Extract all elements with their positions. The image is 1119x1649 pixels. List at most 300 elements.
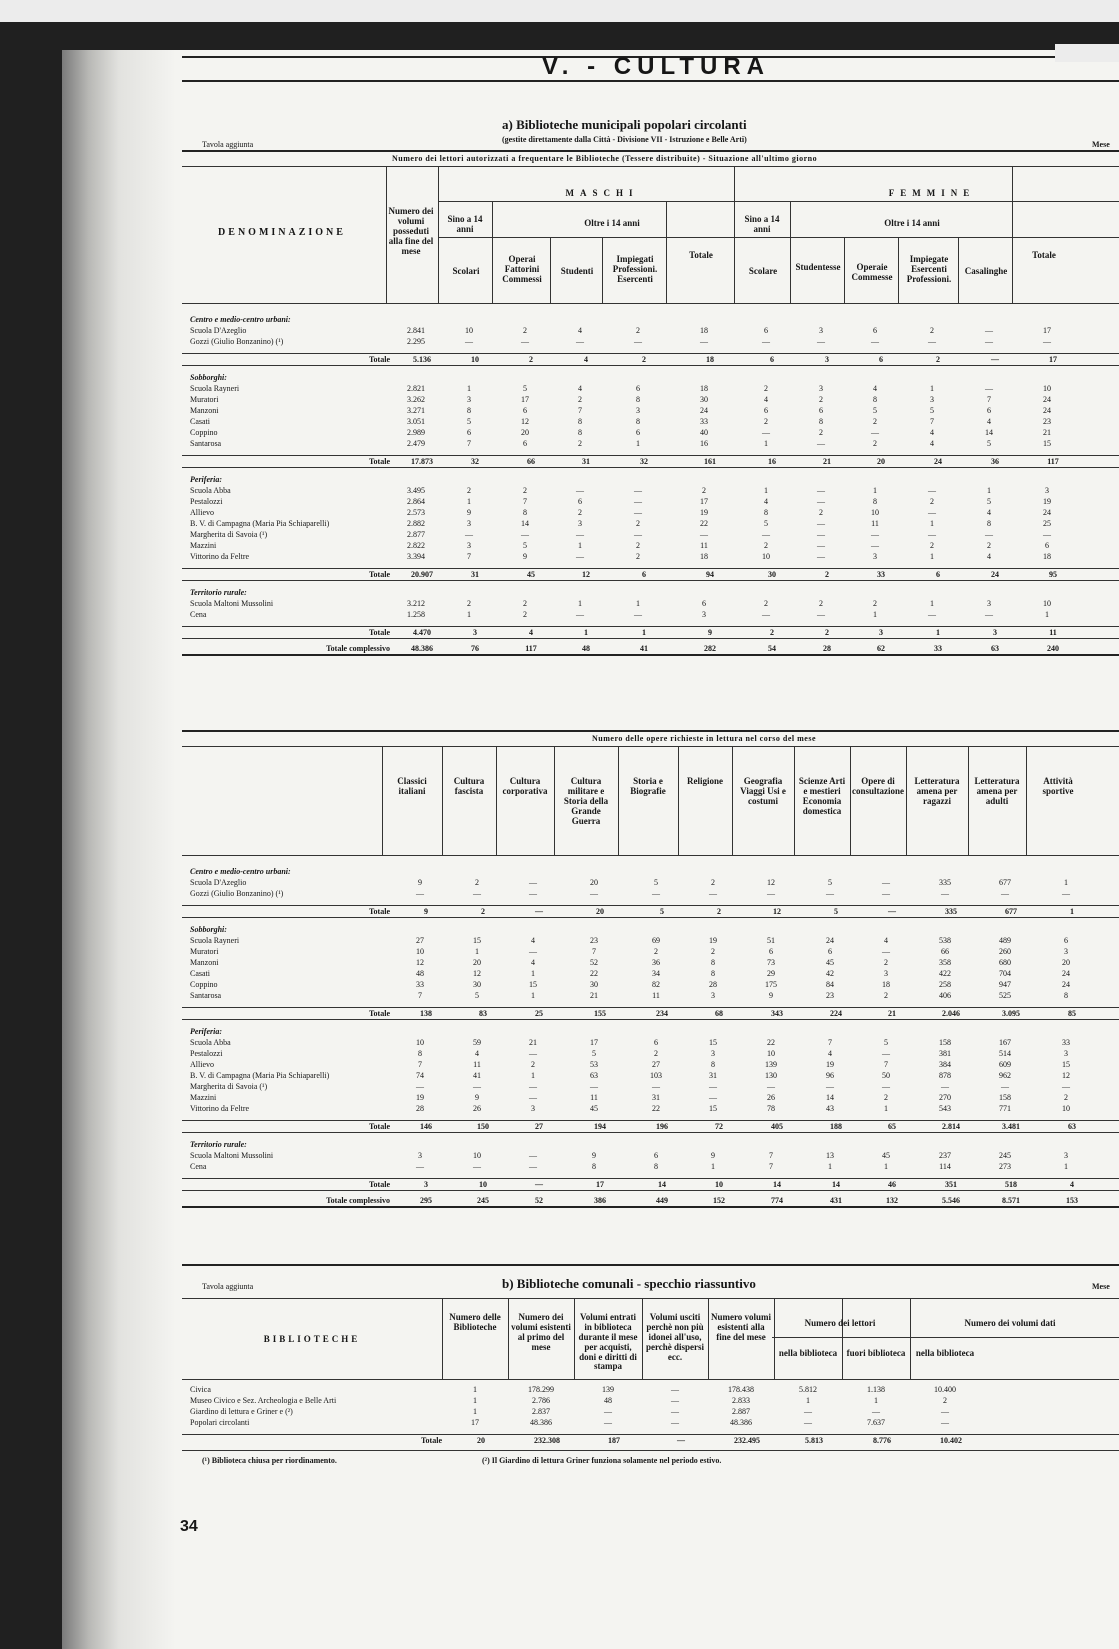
table-row-label: Scuola D'Azeglio (190, 878, 247, 887)
table-row-cell: 1 (930, 552, 934, 561)
table-row-cell: 5 (828, 878, 832, 887)
table-row-cell: — (985, 530, 993, 539)
table-row-label: Cena (190, 610, 207, 619)
table-row-cell: 3.051 (407, 417, 425, 426)
table-row-cell: 158 (939, 1038, 951, 1047)
table-row-cell: — (1062, 1082, 1070, 1091)
table-row-cell: 2.822 (407, 541, 425, 550)
table-row-label: Giardino di lettura e Griner e (²) (190, 1407, 293, 1416)
table-row-cell: 2 (819, 428, 823, 437)
table-row-label: Allievo (190, 508, 214, 517)
table-row-label: Coppino (190, 428, 218, 437)
table-b-body (182, 1384, 1119, 1446)
table-row-cell: 2 (531, 1060, 535, 1069)
footnote-2: (²) Il Giardino di lettura Griner funziona solamente nel periodo estivo. (482, 1456, 722, 1465)
table-row-cell: — (1062, 889, 1070, 898)
total-row-label: Totale (368, 628, 390, 637)
table-row-cell: — (473, 889, 481, 898)
table-row-cell: 543 (939, 1104, 951, 1113)
table-row-label: Allievo (190, 1060, 214, 1069)
table-row-cell: — (576, 552, 584, 561)
table-row-cell: 514 (999, 1049, 1011, 1058)
table-row-cell: 7 (592, 947, 596, 956)
table-row-cell: 10 (465, 326, 473, 335)
table-row-cell: 33 (416, 980, 424, 989)
table-row-cell: 11 (652, 991, 660, 1000)
table-row-cell: 2 (711, 947, 715, 956)
table-row-cell: — (529, 1082, 537, 1091)
table-row-cell: 59 (473, 1038, 481, 1047)
table-row-cell: — (871, 541, 879, 550)
table-row-cell: 3.271 (407, 406, 425, 415)
total-row-cell: 2.046 (942, 1009, 960, 1018)
grand-total-row (182, 1195, 1119, 1208)
table-row-cell: 139 (602, 1385, 614, 1394)
table-row-cell: 9 (592, 1151, 596, 1160)
table-row-cell: — (985, 337, 993, 346)
total-row (182, 905, 1119, 918)
grand-total-row-cell: 62 (877, 644, 885, 653)
table-row-cell: 21 (1043, 428, 1051, 437)
total-row-cell: 21 (888, 1009, 896, 1018)
table-row-cell: 40 (700, 428, 708, 437)
table-row-cell: — (882, 1049, 890, 1058)
table-row-cell: 358 (939, 958, 951, 967)
table-row-cell: 31 (709, 1071, 717, 1080)
summary-col-header: nella biblioteca (778, 1348, 838, 1358)
table-row-cell: 2 (467, 486, 471, 495)
table-row-cell: 1 (467, 610, 471, 619)
table-row-cell: — (985, 610, 993, 619)
table-row-cell: 677 (999, 878, 1011, 887)
table-row-cell: 5 (873, 406, 877, 415)
table-row-cell: 6 (987, 406, 991, 415)
table-row (182, 598, 1119, 609)
table-row-cell: 15 (1062, 1060, 1070, 1069)
table-row-cell: 2.864 (407, 497, 425, 506)
works-caption: Numero delle opere richieste in lettura nel corso del mese (592, 734, 816, 743)
column-rule (642, 1299, 643, 1379)
table-row-cell: 3.212 (407, 599, 425, 608)
table-row-cell: 3 (636, 406, 640, 415)
works-col-header: Letteratura amena per ragazzi (914, 776, 960, 806)
table-row-cell: 175 (765, 980, 777, 989)
table-row-label: B. V. di Campagna (Maria Pia Schiaparelli) (190, 519, 330, 528)
table-row-cell: 12 (767, 878, 775, 887)
table-row-cell: 19 (826, 1060, 834, 1069)
table-row-cell: — (804, 1407, 812, 1416)
grand-total-row-cell: 152 (713, 1196, 725, 1205)
table-row-cell: 2 (1064, 1093, 1068, 1102)
table-row-cell: 3 (711, 1049, 715, 1058)
table-row-cell: 1 (467, 384, 471, 393)
table-row-cell: 1 (764, 486, 768, 495)
table-row-cell: 8 (578, 428, 582, 437)
male-sub-1: Operai Fattorini Commessi (502, 254, 542, 284)
works-col-header: Classici italiani (397, 776, 427, 796)
table-row-cell: 5 (523, 384, 527, 393)
table-row (182, 609, 1119, 620)
table-row-cell: 7.637 (867, 1418, 885, 1427)
group-heading: Territorio rurale: (190, 588, 247, 597)
total-row-cell: 10 (715, 1180, 723, 1189)
table-row-cell: 12 (416, 958, 424, 967)
table-row-cell: 5 (987, 497, 991, 506)
table-row-cell: — (529, 1049, 537, 1058)
table-row-cell: 7 (828, 1038, 832, 1047)
table-row-cell: 3 (819, 384, 823, 393)
table-row-cell: 947 (999, 980, 1011, 989)
table-row-cell: 4 (987, 508, 991, 517)
table-row-cell: 9 (523, 552, 527, 561)
total-row-cell: 1 (642, 628, 646, 637)
total-row (182, 1434, 1119, 1446)
table-row-cell: 2 (578, 508, 582, 517)
table-row-cell: 1 (764, 439, 768, 448)
table-row-cell: 13 (826, 1151, 834, 1160)
table-row-cell: 1 (873, 486, 877, 495)
table-row-cell: 489 (999, 936, 1011, 945)
table-row-cell: 878 (939, 1071, 951, 1080)
total-row (182, 1178, 1119, 1191)
table-row-label: Manzoni (190, 958, 219, 967)
table-row-cell: 5 (764, 519, 768, 528)
total-row-cell: 27 (535, 1122, 543, 1131)
scan-frame (0, 22, 1119, 1649)
table-row-cell: 6 (828, 947, 832, 956)
table-row-cell: 9 (475, 1093, 479, 1102)
table-row-cell: 22 (590, 969, 598, 978)
table-row-cell: 20 (473, 958, 481, 967)
table-row-label: Pestalozzi (190, 1049, 223, 1058)
total-row-cell: 17.873 (411, 457, 433, 466)
table-row-cell: — (576, 530, 584, 539)
total-row-cell: 24 (991, 570, 999, 579)
grand-total-row-cell: 240 (1047, 644, 1059, 653)
table-row-cell: 28 (709, 980, 717, 989)
table-row-cell: 2 (523, 326, 527, 335)
table-row-label: B. V. di Campagna (Maria Pia Schiaparelli) (190, 1071, 330, 1080)
total-row-cell: 72 (715, 1122, 723, 1131)
table-row-cell: — (804, 1418, 812, 1427)
table-row-cell: 7 (987, 395, 991, 404)
table-row-cell: — (882, 1082, 890, 1091)
total-row-cell: 224 (830, 1009, 842, 1018)
table-row (182, 877, 1119, 888)
table-row-cell: 2 (873, 599, 877, 608)
table-row-label: Muratori (190, 947, 219, 956)
table-row (182, 1081, 1119, 1092)
total-row-cell: 3.095 (1002, 1009, 1020, 1018)
chapter-title: V. - CULTURA (542, 53, 770, 80)
table-row-cell: 2 (764, 541, 768, 550)
grand-total-row-cell: 282 (704, 644, 716, 653)
table-row-cell: 6 (654, 1038, 658, 1047)
total-row-cell: 46 (888, 1180, 896, 1189)
total-row-label: Totale (368, 907, 390, 916)
female-sub-5: Totale (1032, 250, 1056, 260)
grand-total-row-label: Totale complessivo (326, 644, 390, 653)
total-row-cell: 2 (825, 570, 829, 579)
total-row-cell: 25 (535, 1009, 543, 1018)
table-row-cell: 14 (521, 519, 529, 528)
table-row-cell: — (871, 337, 879, 346)
table-row-cell: — (762, 530, 770, 539)
table-row-cell: 1 (828, 1162, 832, 1171)
table-row-cell: — (709, 889, 717, 898)
table-row-cell: 5.812 (799, 1385, 817, 1394)
table-row-cell: 10 (473, 1151, 481, 1160)
table-row-cell: 4 (531, 958, 535, 967)
summary-col-header: nella biblioteca (915, 1348, 975, 1358)
table-row-cell: 5 (654, 878, 658, 887)
total-row-cell: 155 (594, 1009, 606, 1018)
table-row-cell: — (529, 889, 537, 898)
table-row-cell: — (928, 530, 936, 539)
column-rule (968, 747, 969, 855)
table-row (182, 1406, 1119, 1417)
table-row (182, 427, 1119, 438)
grand-total-row-cell: 153 (1066, 1196, 1078, 1205)
table-row-cell: 2 (578, 439, 582, 448)
table-row-cell: 335 (939, 878, 951, 887)
table-row-cell: 2 (654, 947, 658, 956)
table-row-cell: 48.386 (530, 1418, 552, 1427)
table-row-cell: 1 (1045, 610, 1049, 619)
grand-total-row-cell: 295 (420, 1196, 432, 1205)
table-row-cell: 1 (873, 610, 877, 619)
total-row-cell: 20 (477, 1436, 485, 1445)
table-row-cell: — (872, 1407, 880, 1416)
table-row-cell: 2 (764, 384, 768, 393)
column-rule (574, 1299, 575, 1379)
male-col-0: Sino a 14 anni (447, 214, 483, 234)
table-row-cell: 1 (930, 519, 934, 528)
table-row-label: Santarosa (190, 439, 222, 448)
table-row-cell: 33 (1062, 1038, 1070, 1047)
table-row-cell: 20 (590, 878, 598, 887)
volumi-dati-header: Numero dei volumi dati (964, 1318, 1056, 1328)
table-row-cell: 7 (467, 552, 471, 561)
table-row-cell: 7 (769, 1162, 773, 1171)
grand-total-row-cell: 54 (768, 644, 776, 653)
table-row-cell: 3 (1064, 1049, 1068, 1058)
table-row-cell: 704 (999, 969, 1011, 978)
table-row-cell: 1 (636, 599, 640, 608)
table-row-cell: — (882, 878, 890, 887)
table-row-cell: 8 (711, 969, 715, 978)
total-row-label: Totale (368, 1122, 390, 1131)
total-row-cell: 95 (1049, 570, 1057, 579)
table-row-cell: 2.989 (407, 428, 425, 437)
table-row-cell: 2 (711, 878, 715, 887)
table-row-cell: 3.394 (407, 552, 425, 561)
total-row-cell: 335 (945, 907, 957, 916)
total-row-cell: 14 (832, 1180, 840, 1189)
table-row-cell: — (634, 530, 642, 539)
table-row-cell: 9 (769, 991, 773, 1000)
table-row-cell: 48.386 (730, 1418, 752, 1427)
table-row-cell: — (604, 1418, 612, 1427)
table-row-cell: — (576, 610, 584, 619)
table-row-cell: 6 (654, 1151, 658, 1160)
table-row-cell: 139 (765, 1060, 777, 1069)
table-row-cell: 381 (939, 1049, 951, 1058)
table-row-cell: 8 (467, 406, 471, 415)
table-row-cell: 78 (767, 1104, 775, 1113)
table-row-cell: — (817, 497, 825, 506)
table-row-cell: 3 (467, 519, 471, 528)
table-row-cell: 15 (709, 1038, 717, 1047)
total-row-cell: — (535, 907, 543, 916)
table-row-cell: 8 (654, 1162, 658, 1171)
table-row-cell: 53 (590, 1060, 598, 1069)
table-row-cell: — (671, 1385, 679, 1394)
table-row (182, 968, 1119, 979)
table-row-cell: 23 (826, 991, 834, 1000)
total-row-cell: 6 (879, 355, 883, 364)
table-row-cell: — (941, 1082, 949, 1091)
total-row-cell: 17 (1049, 355, 1057, 364)
table-row-cell: — (928, 337, 936, 346)
table-row-cell: — (928, 486, 936, 495)
table-row-cell: — (882, 889, 890, 898)
table-row-label: Mazzini (190, 1093, 217, 1102)
table-row-cell: 2.479 (407, 439, 425, 448)
total-row-cell: 2 (825, 628, 829, 637)
table-row-cell: 2 (764, 599, 768, 608)
works-col-header: Religione (687, 776, 723, 786)
male-sub-4: Totale (689, 250, 713, 260)
table-row-cell: — (1043, 530, 1051, 539)
table-row-cell: 10 (1062, 1104, 1070, 1113)
table-row-cell: 2 (930, 497, 934, 506)
table-row (182, 1384, 1119, 1395)
table-row-cell: 5 (523, 541, 527, 550)
table-row-cell: 2.841 (407, 326, 425, 335)
table-row-cell: — (652, 1082, 660, 1091)
page-number: 34 (180, 1518, 198, 1535)
table-row-cell: — (941, 1418, 949, 1427)
column-rule (732, 747, 733, 855)
table-row-cell: 34 (652, 969, 660, 978)
table-row-cell: 6 (819, 406, 823, 415)
table-row-cell: 69 (652, 936, 660, 945)
female-sub-3: Impiegate Esercenti Professioni. (906, 254, 952, 284)
group-heading: Periferia: (190, 475, 222, 484)
table-row-cell: 2.786 (532, 1396, 550, 1405)
table-row-cell: 10 (416, 947, 424, 956)
grand-total-row-cell: 431 (830, 1196, 842, 1205)
grand-total-row-cell: 774 (771, 1196, 783, 1205)
table-row-label: Gozzi (Giulio Bonzanino) (¹) (190, 889, 284, 898)
grand-total-row-cell: 63 (991, 644, 999, 653)
table-row-cell: 158 (999, 1093, 1011, 1102)
total-row-cell: 10 (479, 1180, 487, 1189)
table-row-cell: 8 (523, 508, 527, 517)
column-rule (442, 747, 443, 855)
table-row-cell: 103 (650, 1071, 662, 1080)
table-row-cell: 16 (700, 439, 708, 448)
table-row-cell: — (817, 541, 825, 550)
total-row-cell: 85 (1068, 1009, 1076, 1018)
table-row-cell: 18 (700, 552, 708, 561)
total-row-cell: 3 (825, 355, 829, 364)
total-row-cell: 194 (594, 1122, 606, 1131)
table-row-cell: 24 (1043, 508, 1051, 517)
table-row-cell: — (1043, 337, 1051, 346)
column-rule (496, 747, 497, 855)
table-row-cell: 15 (1043, 439, 1051, 448)
total-row-cell: 20 (596, 907, 604, 916)
table-row-cell: — (941, 1407, 949, 1416)
table-row-cell: 15 (473, 936, 481, 945)
table-row-cell: 45 (826, 958, 834, 967)
table-row (182, 935, 1119, 946)
table-row-cell: — (709, 1093, 717, 1102)
table-row-cell: — (529, 1151, 537, 1160)
table-row-cell: 5 (467, 417, 471, 426)
grand-total-row-cell: 48 (582, 644, 590, 653)
table-row-cell: 2 (884, 958, 888, 967)
table-row (182, 438, 1119, 449)
total-row-cell: 234 (656, 1009, 668, 1018)
total-row-cell: 18 (706, 355, 714, 364)
table-row-cell: 24 (1043, 395, 1051, 404)
table-row-cell: — (817, 486, 825, 495)
table-row-cell: 2 (523, 610, 527, 619)
table-row-cell: 384 (939, 1060, 951, 1069)
table-row-cell: — (529, 878, 537, 887)
table-row-cell: 31 (652, 1093, 660, 1102)
table-row-cell: 19 (700, 508, 708, 517)
table-row-cell: 45 (882, 1151, 890, 1160)
table-row-cell: 3 (418, 1151, 422, 1160)
table-row-cell: — (576, 337, 584, 346)
female-sub-2: Operaie Commesse (851, 262, 893, 282)
table-row-cell: 96 (826, 1071, 834, 1080)
total-row-cell: 2 (936, 355, 940, 364)
male-sub-3: Impiegati Professioni. Esercenti (612, 254, 658, 284)
table-row-cell: 1 (473, 1396, 477, 1405)
table-row-label: Popolari circolanti (190, 1418, 250, 1427)
table-row-cell: 114 (939, 1162, 951, 1171)
grand-total-row-cell: 8.571 (1002, 1196, 1020, 1205)
right-label-b: Mese (1092, 1282, 1110, 1291)
total-row-cell: 16 (768, 457, 776, 466)
table-row-cell: — (826, 1082, 834, 1091)
table-row-cell: — (985, 384, 993, 393)
table-row-cell: 8 (987, 519, 991, 528)
total-row (182, 1007, 1119, 1020)
total-row-cell: 6 (770, 355, 774, 364)
total-row (182, 626, 1119, 639)
total-row-cell: 232.495 (734, 1436, 760, 1445)
works-col-header: Attività sportive (1042, 776, 1074, 796)
total-row-cell: 5 (834, 907, 838, 916)
grand-total-row (182, 643, 1119, 656)
table-row-cell: 3 (1064, 1151, 1068, 1160)
grand-total-row-cell: 76 (471, 644, 479, 653)
total-row-cell: 68 (715, 1009, 723, 1018)
total-row (182, 353, 1119, 366)
grand-total-row-cell: 41 (640, 644, 648, 653)
table-row-cell: 2 (987, 541, 991, 550)
total-row-label: Totale (368, 1180, 390, 1189)
table-row-cell: — (941, 889, 949, 898)
total-row-cell: 2 (642, 355, 646, 364)
column-rule (794, 747, 795, 855)
